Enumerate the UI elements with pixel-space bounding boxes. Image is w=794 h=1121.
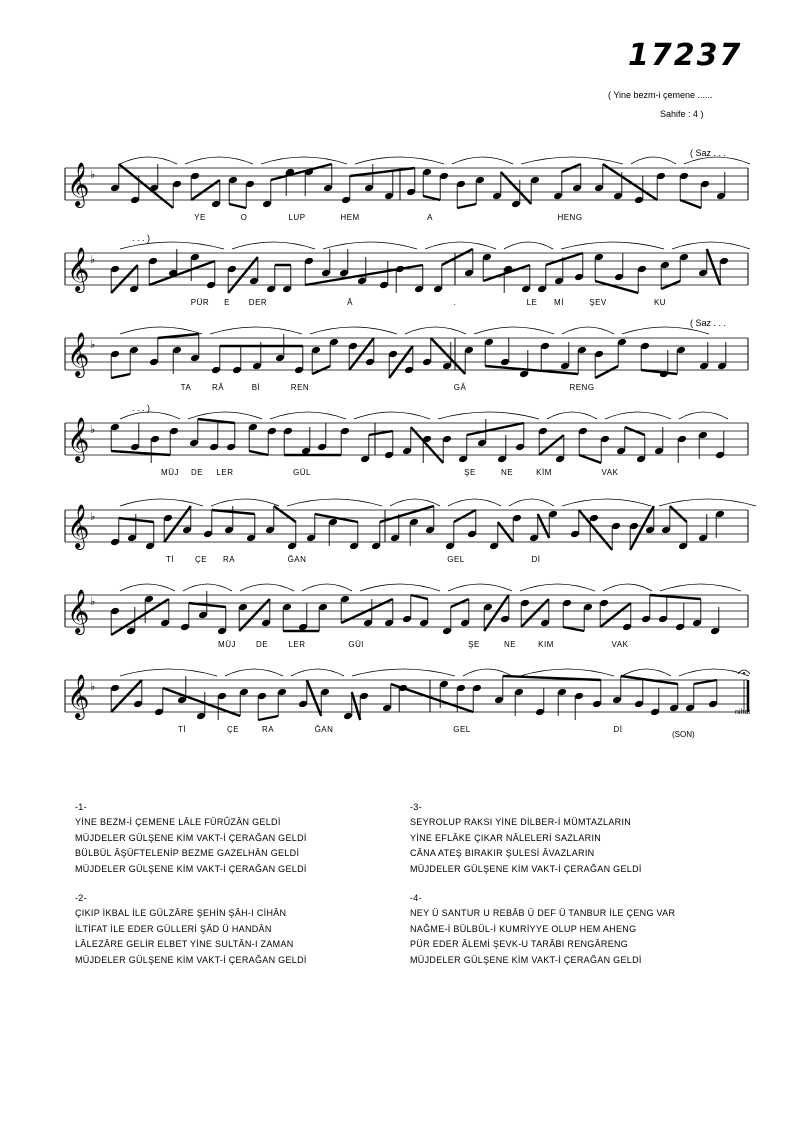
note-beam [457, 204, 476, 208]
note-beam [212, 510, 255, 514]
slur [287, 499, 382, 506]
slur [310, 327, 397, 334]
note-beam [350, 168, 415, 176]
note-beam [454, 510, 476, 522]
treble-clef: 𝄞 [67, 589, 90, 633]
lyric-syllable: ĞAN [287, 555, 307, 564]
slur [520, 584, 595, 591]
slur [120, 584, 175, 591]
slur [605, 412, 671, 419]
lyric-syllable: Mİ [554, 298, 564, 307]
slur [562, 499, 651, 506]
flat-sign: ♭ [90, 680, 96, 693]
note-beam [563, 627, 584, 631]
slur [474, 327, 554, 334]
piece-title: ( Yine bezm-i çemene ...... [608, 90, 713, 100]
verse-line: YİNE BEZM-İ ÇEMENE LÂLE FÜRÛZÂN GELDİ [75, 817, 281, 828]
lyric-syllable: HEM [340, 213, 360, 222]
slur [448, 499, 501, 506]
lyric-syllable: O [240, 213, 248, 222]
lyric-syllable: LE [526, 298, 538, 307]
note-beam [707, 249, 720, 285]
lyric-syllable: REN [290, 383, 310, 392]
slur [660, 584, 741, 591]
verse-3 [410, 800, 642, 877]
lyric-syllable: TA [180, 383, 192, 392]
note-beam [228, 257, 258, 293]
note-beam [411, 595, 428, 599]
slur [120, 157, 177, 164]
treble-clef: 𝄞 [67, 332, 90, 376]
note-beam [694, 680, 717, 684]
note-beam [380, 506, 434, 522]
slur [270, 412, 346, 419]
verse-1 [75, 800, 307, 877]
slur [547, 412, 597, 419]
lyric-syllable: Tİ [165, 555, 175, 564]
slur [520, 669, 614, 676]
note-beam [484, 595, 509, 631]
verse-line: MÜJDELER GÜLŞENE KİM VAKT-İ ÇERAĞAN GELDİ [410, 863, 642, 874]
lyric-syllable: RA [222, 555, 236, 564]
saz-cue: . . . ) [132, 403, 150, 413]
slur [261, 157, 347, 164]
note-beam [191, 180, 220, 200]
note-beam [274, 506, 296, 522]
lyric-syllable: GÜl [348, 640, 364, 649]
verse-line: BÜLBÜL ÂŞÜFTELENİP BEZME GAZELHÂN GELDİ [75, 848, 300, 859]
lyric-syllable: ĞAN [314, 725, 334, 734]
lyric-syllable: ŞE [464, 468, 476, 477]
note-beam [149, 261, 215, 285]
lyric-syllable: Bİ [251, 383, 261, 392]
slur [211, 499, 279, 506]
note-beam [111, 374, 130, 378]
slur [405, 327, 466, 334]
note-beam [158, 334, 199, 338]
lyric-syllable: . [453, 298, 457, 307]
verse-line: ÇIKIP İKBAL İLE GÜLZÂRE ŞEHİN ŞÂH-I CİHÂN [75, 908, 287, 919]
lyric-syllable: Tİ [177, 725, 187, 734]
lyric-syllable: DER [248, 298, 268, 307]
slur [120, 242, 224, 249]
note-beam [503, 676, 601, 680]
slur [291, 669, 344, 676]
page-number: Sahife : 4 ) [660, 109, 704, 119]
verse-line: MÜJDELER GÜLŞENE KİM VAKT-İ ÇERAĞAN GELDİ [410, 954, 642, 965]
slur [185, 157, 253, 164]
note-beam [307, 680, 321, 716]
verse-line: SEYROLUP RAKSI YİNE DİLBER-İ MÜMTAZLARIN [410, 817, 632, 828]
note-beam [239, 599, 270, 631]
note-beam [501, 172, 531, 204]
saz-cue: . . . ) [132, 233, 150, 243]
verse-2 [75, 891, 307, 968]
slur [225, 669, 283, 676]
slur [302, 584, 352, 591]
slur [360, 584, 440, 591]
note-beam [271, 164, 332, 180]
slur [684, 157, 750, 164]
lyric-syllable: GÂ [453, 383, 467, 392]
lyric-syllable: NE [503, 640, 517, 649]
lyric-syllable: KIM [538, 640, 554, 649]
lyric-syllable: E [224, 298, 230, 307]
slur [120, 327, 202, 334]
treble-clef: 𝄞 [67, 504, 90, 548]
lyric-syllable: VAK [611, 640, 629, 649]
note-beam [189, 603, 226, 607]
lyric-syllable: GEL [447, 555, 465, 564]
slur [183, 584, 232, 591]
flat-sign: ♭ [90, 595, 96, 608]
flat-sign: ♭ [90, 253, 96, 266]
note-beam [670, 506, 687, 522]
lyric-syllable: RÂ [211, 383, 225, 392]
note-beam [595, 366, 618, 378]
end-mark: (SON) [672, 730, 695, 739]
note-beam [600, 603, 631, 627]
verse-line: LÂLEZÂRE GELİR ELBET YİNE SULTÂN-I ZAMAN [75, 939, 294, 950]
treble-clef: 𝄞 [67, 162, 90, 206]
lyric-syllable: DE [190, 468, 204, 477]
verse-4 [410, 891, 675, 968]
slur [562, 327, 614, 334]
lyric-syllable: MÜJ [161, 468, 179, 477]
slur [452, 157, 513, 164]
note-beam [229, 204, 246, 208]
lyric-syllable: LER [288, 640, 306, 649]
treble-clef: 𝄞 [67, 674, 90, 718]
slur [354, 412, 430, 419]
verse-line: MÜJDELER GÜLŞENE KİM VAKT-İ ÇERAĞAN GELDİ [75, 863, 307, 874]
lyric-syllable: PÜR [190, 298, 210, 307]
slur [352, 669, 455, 676]
slur [425, 242, 496, 249]
saz-cue: ( Saz . . . [690, 148, 727, 158]
slur [120, 669, 217, 676]
flat-sign: ♭ [90, 338, 96, 351]
slur [659, 499, 756, 506]
verse-line: PÜR EDER ÂLEMİ ŞEVK-U TARÂBI RENGÂRENG [410, 939, 629, 950]
note-beam [442, 249, 473, 265]
verse-line: NEY Ü SANTUR U REBÂB Ü DEF Ü TANBUR İLE ÇENG VAR [410, 908, 676, 919]
note-beam [258, 716, 278, 720]
slur [240, 584, 294, 591]
lyric-syllable: ŞEV [589, 298, 607, 307]
verse-number: -2- [75, 893, 87, 903]
note-beam [119, 518, 154, 522]
note-beam [650, 595, 701, 599]
note-beam [467, 423, 524, 435]
slur [120, 499, 203, 506]
slur [622, 327, 709, 334]
slur [561, 242, 664, 249]
verse-number: -4- [410, 893, 422, 903]
slur [679, 412, 728, 419]
flat-sign: ♭ [90, 168, 96, 181]
lyric-syllable: Dİ [531, 555, 541, 564]
lyric-syllable: KİM [536, 468, 552, 477]
note-beam [369, 431, 393, 435]
lyric-syllable: YE [194, 213, 206, 222]
lyric-syllable: LER [216, 468, 234, 477]
slur [355, 157, 444, 164]
slur [679, 669, 749, 676]
lyric-syllable: ÇE [194, 555, 208, 564]
verse-line: MÜJDELER GÜLŞENE KİM VAKT-İ ÇERAĞAN GELDİ [75, 832, 307, 843]
slur [622, 669, 671, 676]
slur [504, 242, 553, 249]
note-beam [603, 164, 657, 200]
lyric-syllable: LUP [288, 213, 306, 222]
lyric-syllable: ÇE [226, 725, 240, 734]
lyric-syllable: GÜL [293, 468, 311, 477]
note-beam [411, 427, 443, 463]
note-beam [498, 522, 513, 542]
slur [323, 242, 417, 249]
slur [438, 412, 539, 419]
note-beam [111, 599, 169, 635]
lyric-syllable: Â [347, 298, 353, 307]
note-beam [423, 196, 440, 200]
slur [603, 584, 652, 591]
flat-sign: ♭ [90, 423, 96, 436]
verse-line: CÂNA ATEŞ BIRAKIR ŞULESİ ÂVAZLARIN [410, 848, 595, 859]
slur [521, 157, 623, 164]
note-beam [641, 370, 677, 374]
verse-number: -3- [410, 802, 422, 812]
lyric-syllable: ŞE [468, 640, 480, 649]
note-beam [595, 281, 638, 293]
verse-line: MÜJDELER GÜLŞENE KİM VAKT-İ ÇERAĞAN GELDİ [75, 954, 307, 965]
verse-line: NAĞME-İ BÜLBÜL-İ KUMRİYYE OLUP HEM AHENG [410, 923, 637, 934]
lyric-syllable: DE [255, 640, 269, 649]
verse-line: YİNE EFLÂKE ÇIKAR NÂLELERİ SAZLARIN [410, 832, 602, 843]
slur [120, 412, 180, 419]
treble-clef: 𝄞 [67, 247, 90, 291]
lyric-syllable: A [427, 213, 433, 222]
lyric-syllable: KU [653, 298, 667, 307]
note-beam [164, 506, 191, 542]
note-beam [680, 200, 701, 208]
lyric-syllable: HENG [557, 213, 583, 222]
saz-cue: ( Saz . . . [690, 318, 727, 328]
note-beam [546, 253, 583, 265]
lyric-syllable: RA [261, 725, 275, 734]
treble-clef: 𝄞 [67, 417, 90, 461]
note-beam [539, 435, 564, 455]
slur [672, 242, 750, 249]
note-beam [249, 451, 268, 455]
note-beam [579, 455, 601, 463]
slur [509, 499, 554, 506]
verse-line: İLTİFAT İLE EDER GÜLLERİ ŞÂD Ü HANDÂN [75, 923, 272, 934]
lyric-syllable: Dİ [613, 725, 623, 734]
flat-sign: ♭ [90, 510, 96, 523]
slur [232, 242, 315, 249]
note-beam [198, 419, 235, 423]
lyric-syllable: GEL [453, 725, 471, 734]
slur [448, 584, 512, 591]
slur [631, 157, 676, 164]
note-beam [119, 164, 173, 208]
lyric-syllable: VAK [601, 468, 619, 477]
lyric-syllable: MÜJ [218, 640, 236, 649]
lyric-syllable: RENG [569, 383, 595, 392]
slur [390, 499, 440, 506]
note-beam [111, 451, 170, 455]
document-number: 17237 [628, 38, 743, 73]
lyric-syllable: NE [500, 468, 514, 477]
slur [210, 327, 302, 334]
verse-number: -1- [75, 802, 87, 812]
signature: nihat [735, 709, 751, 716]
